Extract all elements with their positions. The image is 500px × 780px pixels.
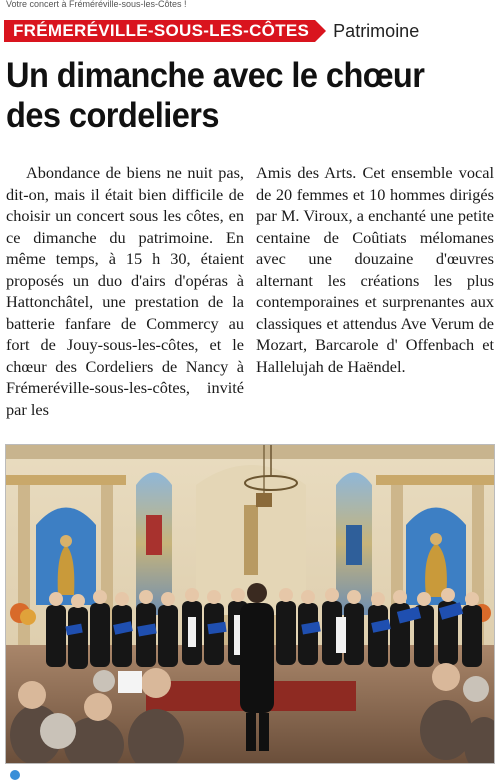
article-headline: Un dimanche avec le chœur des cordeliers: [6, 56, 425, 135]
article-column-right: [256, 162, 494, 434]
rubric-bar: [4, 20, 419, 42]
rubric-section-label: Patrimoine: [333, 21, 420, 41]
article-paragraph-1: Abondance de biens ne nuit pas, dit-on, mais il était bien difficile de choisir un concert sous les côtes, en ce dimanche du patrimoine. En même temps, à 15 h 30, étaient proposés un duo d'airs d'opéras à Hattonchâtel, une prestation de la batterie fanfare de Commercy au fort de Jouy-sous-les-côtes, et le chœur des Cordeliers de Nancy à Frémeréville-sous-les-côtes, invité par les: [6, 163, 244, 419]
article-paragraph-2: Amis des Arts. Cet ensemble vocal de 20 femmes et 10 hommes dirigés par M. Viroux, a enchanté une petite centaine de Coûtiats mélomanes avec une douzaine d'œuvres alternant les créations les plus contemporaines et surprenantes aux classiques et attendus Ave Verum de Mozart, Barcarole d' Offenbach et Hallelujah de Haëndel.: [256, 163, 494, 376]
page-topline: Votre concert à Fréméréville-sous-les-Côtes !: [6, 0, 187, 8]
rubric-place-tag: FRÉMERÉVILLE-SOUS-LES-CÔTES: [4, 20, 315, 42]
article-body: [6, 162, 494, 434]
choir-concert-photo: [5, 444, 495, 764]
article-column-left: [6, 162, 244, 434]
